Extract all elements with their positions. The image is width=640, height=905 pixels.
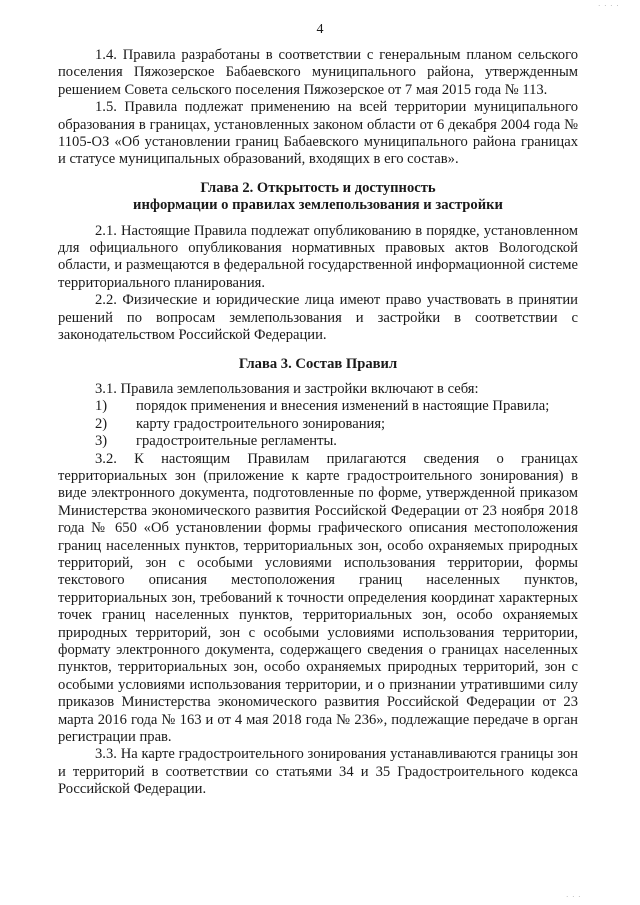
list-item xyxy=(95,416,578,433)
document-body xyxy=(58,47,578,799)
list-item-number: 1) xyxy=(95,398,108,415)
paragraph-3-2: 3.2. К настоящим Правилам прилагаются сведения о границах территориальных зон (приложение к карте градостроительного зонирования) в виде электронного документа, подготовленные по форме, утвержденной приказом Министерства экономического развития Российской Федерации от 23 ноября 2018 года № 650 «Об установлении формы графического описания местоположения границ населенных пунктов, территориальных зон, особо охраняемых природных территорий, зон с особыми условиями использования территории, формы текстового описания местоположения границ населенных пунктов, территориальных зон, требований к точности определения координат характерных точек границ населенных пунктов, территориальных зон, особо охраняемых природных территорий, зон с особыми условиями использования территории, формату электронного документа, содержащего сведения о границах населенных пунктов, территориальных зон, особо охраняемых природных территорий, зон с особыми условиями использования территории, и о признании утратившими силу приказов Министерства экономического развития Российской Федерации от 23 марта 2016 года № 163 и от 4 мая 2018 года № 236», подлежащие передаче в орган регистрации прав. xyxy=(58,450,578,746)
paragraph-3-3: 3.3. На карте градостроительного зонирования устанавливаются границы зон и территорий в соответствии со статьями 34 и 35 Градостроительного кодекса Российской Федерации. xyxy=(58,746,578,798)
chapter-2-title-line-1: Глава 2. Открытость и доступность xyxy=(200,179,436,196)
spacer xyxy=(58,373,578,381)
chapter-2-title-line-2: информации о правилах землепользования и застройки xyxy=(133,197,503,214)
list-item-number: 3) xyxy=(95,433,108,450)
paragraph-3-1: 3.1. Правила землепользования и застройки включают в себя: xyxy=(95,380,479,397)
spacer xyxy=(58,345,578,356)
list-item-number: 2) xyxy=(95,415,108,432)
chapter-3-title: Глава 3. Состав Правил xyxy=(238,355,398,372)
spacer xyxy=(58,169,578,180)
paragraph-1-5: 1.5. Правила подлежат применению на всей территории муниципального образования в границах, установленных законом области от 6 декабря 2004 года № 1105-ОЗ «Об установлении границ Бабаевского муниципального района границах и статусе муниципальных образований, входящих в его состав». xyxy=(58,99,578,168)
page-number: 4 xyxy=(316,22,324,37)
list-item xyxy=(95,398,578,415)
scan-artifact: · · · xyxy=(566,893,582,901)
paragraph-2-2: 2.2. Физические и юридические лица имеют право участвовать в принятии решений по вопросам землепользования и застройки в соответствии с законодательством Российской Федерации. xyxy=(58,292,578,344)
spacer xyxy=(58,215,578,223)
paragraph-1-4: 1.4. Правила разработаны в соответствии с генеральным планом сельского поселения Пяжозерское Бабаевского муниципального района, утвержденным решением Совета сельского поселения Пяжозерское от 7 мая 2015 года № 113. xyxy=(58,47,578,98)
list-item-text: порядок применения и внесения изменений в настоящие Правила; xyxy=(136,398,550,415)
list-item xyxy=(95,433,578,450)
list-item-text: градостроительные регламенты. xyxy=(136,433,337,450)
scan-artifact: · · · · xyxy=(598,2,620,10)
paragraph-2-1: 2.1. Настоящие Правила подлежат опубликованию в порядке, установленном для официального опубликования нормативных правовых актов Вологодской области, и размещаются в федеральной государственной информационной системе территориального планирования. xyxy=(58,222,578,291)
list-item-text: карту градостроительного зонирования; xyxy=(136,415,386,432)
